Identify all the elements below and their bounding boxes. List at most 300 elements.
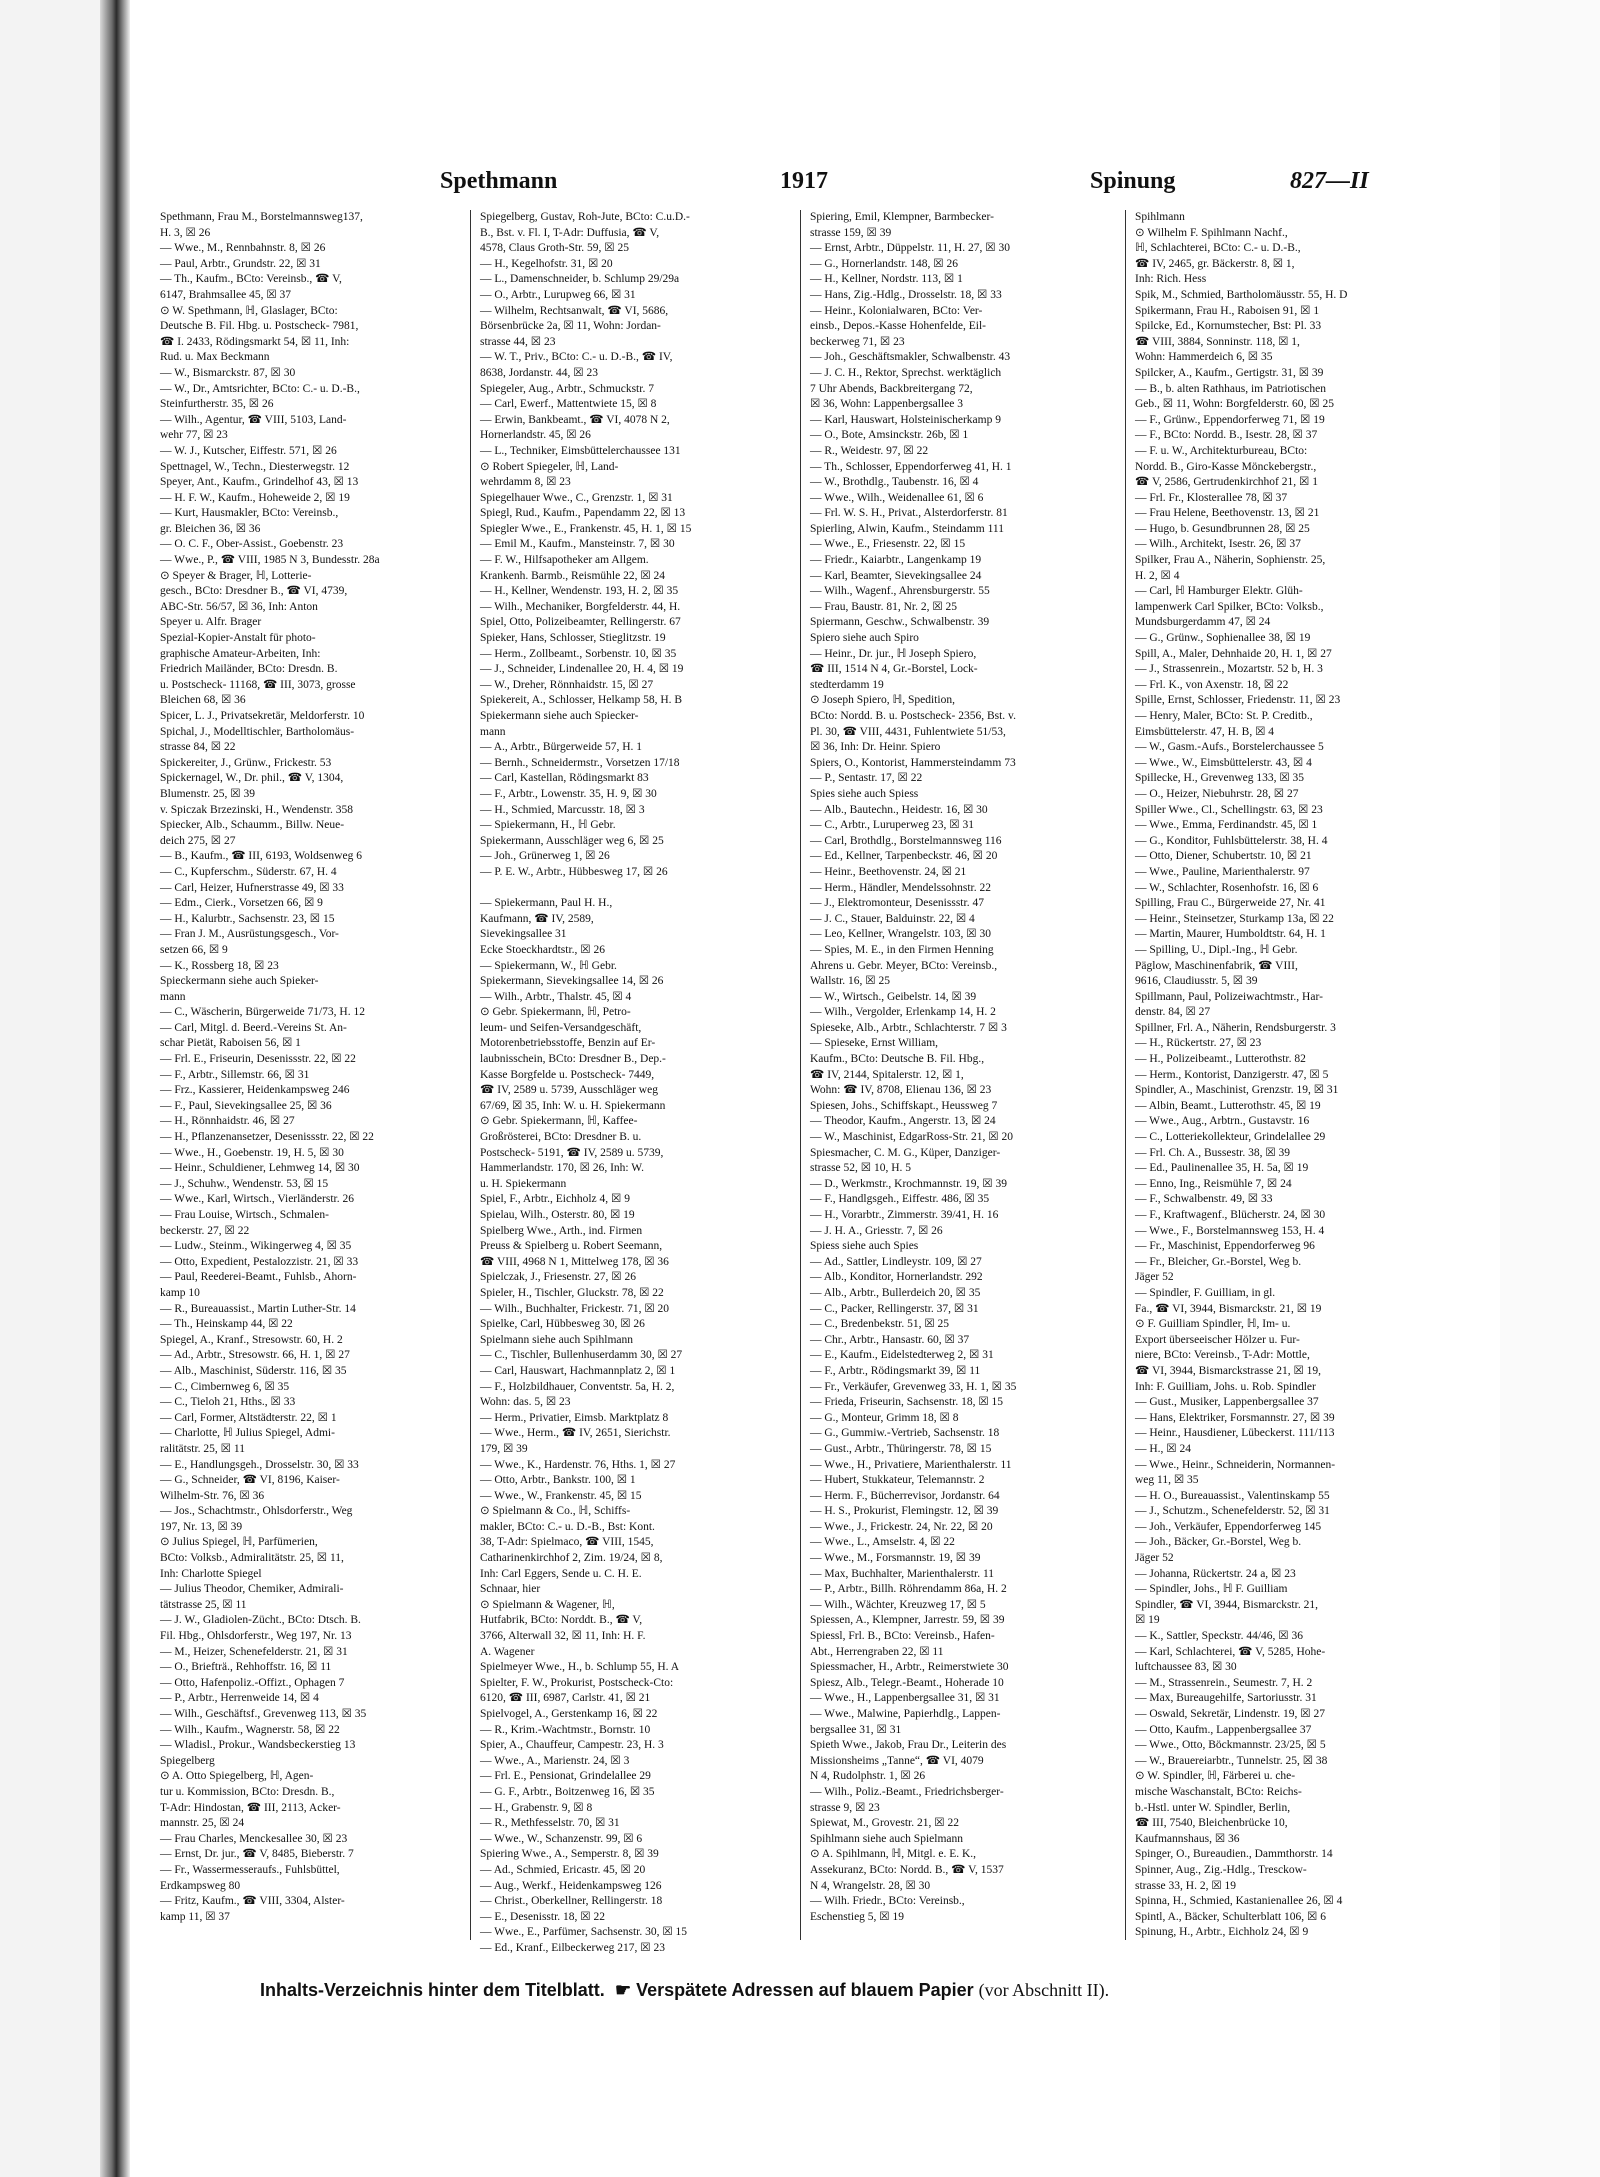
- directory-entry-line: Spielmann siehe auch Spihlmann: [480, 1333, 633, 1346]
- column-3: [810, 210, 1110, 1940]
- directory-entry-line: Spinner, Aug., Zig.-Hdlg., Tresckow-: [1135, 1863, 1307, 1876]
- page-number: 827—II: [1290, 168, 1369, 194]
- directory-entry-line: — H., Schmied, Marcusstr. 18, ☒ 3: [480, 803, 645, 816]
- directory-entry-line: Spieler, H., Tischler, Gluckstr. 78, ☒ 22: [480, 1286, 664, 1299]
- directory-entry-line: — Wwe., Emma, Ferdinandstr. 45, ☒ 1: [1135, 819, 1318, 832]
- directory-entry-line: ☎ I. 2433, Rödingsmarkt 54, ☒ 11, Inh:: [160, 335, 350, 348]
- directory-entry-line: — G., Grünw., Sophienallee 38, ☒ 19: [1135, 632, 1311, 645]
- directory-entry-line: Spihlmann: [1135, 211, 1185, 223]
- directory-entry-line: — F., Paul, Sievekingsallee 25, ☒ 36: [160, 1099, 332, 1112]
- directory-entry-line: Spiesmacher, C. M. G., Küper, Danziger-: [810, 1146, 1001, 1159]
- directory-entry-line: gesch., BCto: Dresdner B., ☎ VI, 4739,: [160, 585, 348, 598]
- directory-entry-line: — W., Bismarckstr. 87, ☒ 30: [160, 366, 296, 379]
- directory-entry-line: ⊙ Speyer & Brager, ℍ, Lotterie-: [160, 569, 312, 582]
- directory-entry-line: laubnisschein, BCto: Dresdner B., Dep.-: [480, 1053, 666, 1066]
- directory-entry-line: — R., Krim.-Wachtmstr., Bornstr. 10: [480, 1723, 651, 1736]
- directory-entry-line: Spethmann, Frau M., Borstelmannsweg137,: [160, 211, 363, 223]
- directory-entry-line: ⊙ Gebr. Spiekermann, ℍ, Kaffee-: [480, 1115, 638, 1128]
- directory-entry-line: — Albin, Beamt., Lutterothstr. 45, ☒ 19: [1135, 1099, 1321, 1112]
- directory-entry-line: Krankenh. Barmb., Reismühle 22, ☒ 24: [480, 569, 666, 582]
- directory-entry-line: — Otto, Diener, Schubertstr. 10, ☒ 21: [1135, 850, 1312, 863]
- directory-entry-line: Blumenstr. 25, ☒ 39: [160, 787, 255, 800]
- directory-entry-line: — H., Pflanzenansetzer, Desenissstr. 22, ☒ 22: [160, 1131, 374, 1144]
- directory-entry-line: ⊙ A. Otto Spiegelberg, ℍ, Agen-: [160, 1770, 314, 1783]
- directory-entry-line: graphische Amateur-Arbeiten, Inh:: [160, 647, 321, 660]
- directory-entry-line: — Aug., Werkf., Heidenkampsweg 126: [480, 1879, 662, 1892]
- directory-entry-line: Sievekingsallee 31: [480, 928, 567, 941]
- directory-entry-line: Spihlmann siehe auch Spielmann: [810, 1832, 963, 1845]
- running-header: [160, 160, 1470, 200]
- directory-entry-line: ☎ VI, 3944, Bismarckstrasse 21, ☒ 19,: [1135, 1364, 1322, 1377]
- directory-entry-line: — Hans, Elektriker, Forsmannstr. 27, ☒ 39: [1135, 1411, 1335, 1424]
- directory-entry-line: — Otto, Hafenpoliz.-Offizt., Ophagen 7: [160, 1676, 345, 1689]
- directory-entry-line: — Wilh., Arbtr., Thalstr. 45, ☒ 4: [480, 990, 632, 1003]
- directory-entry-line: — Joh., Grünerweg 1, ☒ 26: [480, 850, 610, 863]
- directory-entry-line: — Karl, Schlachterei, ☎ V, 5285, Hohe-: [1135, 1645, 1326, 1658]
- column-4: [1135, 210, 1435, 1940]
- directory-entry-line: — O., Arbtr., Lurupweg 66, ☒ 31: [480, 288, 636, 301]
- directory-entry-line: — W., Schlachter, Rosenhofstr. 16, ☒ 6: [1135, 881, 1319, 894]
- directory-entry-line: niere, BCto: Vereinsb., T-Adr: Mottle,: [1135, 1349, 1310, 1362]
- directory-entry-line: Spiermann, Geschw., Schwalbenstr. 39: [810, 616, 990, 629]
- directory-entry-line: Spiessmacher, H., Arbtr., Reimerstwiete 30: [810, 1661, 1009, 1674]
- directory-entry-line: — G., Hornerlandstr. 148, ☒ 26: [810, 257, 958, 270]
- directory-entry-line: — Wwe., P., ☎ VIII, 1985 N 3, Bundesstr. 28a: [160, 554, 380, 567]
- directory-entry-line: — Wilh., Vergolder, Erlenkamp 14, H. 2: [810, 1006, 996, 1019]
- directory-entry-line: — P. E. W., Arbtr., Hübbesweg 17, ☒ 26: [480, 865, 668, 878]
- directory-entry-line: — Wwe., Malwine, Papierhdlg., Lappen-: [810, 1708, 1001, 1720]
- directory-entry-line: — Wilhelm, Rechtsanwalt, ☎ VI, 5686,: [480, 304, 669, 317]
- directory-entry-line: deich 275, ☒ 27: [160, 834, 236, 847]
- directory-entry-line: Wallstr. 16, ☒ 25: [810, 975, 890, 988]
- directory-entry-line: — E., Kaufm., Eidelstedterweg 2, ☒ 31: [810, 1349, 994, 1362]
- directory-entry-line: — R., Weidestr. 97, ☒ 22: [810, 444, 929, 457]
- directory-entry-line: Spiekereit, A., Schlosser, Helkamp 58, H. B: [480, 694, 683, 707]
- directory-entry-line: — R., Methfesselstr. 70, ☒ 31: [480, 1817, 620, 1830]
- directory-entry-line: — Ludw., Steinm., Wikingerweg 4, ☒ 35: [160, 1240, 352, 1253]
- directory-entry-line: — Wwe., J., Frickestr. 24, Nr. 22, ☒ 20: [810, 1520, 993, 1533]
- directory-entry-line: — G. F., Arbtr., Boitzenweg 16, ☒ 35: [480, 1785, 655, 1798]
- directory-entry-line: — Herm., Privatier, Eimsb. Marktplatz 8: [480, 1411, 669, 1424]
- directory-entry-line: — J., Elektromonteur, Desenissstr. 47: [810, 897, 984, 910]
- directory-entry-line: — C., Packer, Rellingerstr. 37, ☒ 31: [810, 1302, 979, 1315]
- directory-entry-line: Geb., ☒ 11, Wohn: Borgfelderstr. 60, ☒ 25: [1135, 398, 1334, 411]
- directory-entry-line: — Herm., Kontorist, Danzigerstr. 47, ☒ 5: [1135, 1068, 1329, 1081]
- directory-entry-line: — Joh., Verkäufer, Eppendorferweg 145: [1135, 1520, 1322, 1533]
- directory-entry-line: Assekuranz, BCto: Nordd. B., ☎ V, 1537: [810, 1863, 1004, 1876]
- directory-entry-line: Päglow, Maschinenfabrik, ☎ VIII,: [1135, 959, 1298, 972]
- directory-entry-line: Spiers, O., Kontorist, Hammersteindamm 73: [810, 756, 1016, 769]
- directory-entry-line: — Th., Schlosser, Eppendorferweg 41, H. 1: [810, 460, 1012, 473]
- directory-entry-line: — Ed., Kellner, Tarpenbeckstr. 46, ☒ 20: [810, 850, 998, 863]
- directory-entry-line: — Johanna, Rückertstr. 24 a, ☒ 23: [1135, 1567, 1296, 1580]
- directory-entry-line: — O., Briefträ., Rehhoffstr. 16, ☒ 11: [160, 1661, 332, 1674]
- directory-entry-line: — Gust., Musiker, Lappenbergsallee 37: [1135, 1396, 1319, 1409]
- directory-entry-line: mann: [160, 990, 186, 1003]
- directory-entry-line: — C., Arbtr., Luruperweg 23, ☒ 31: [810, 819, 974, 832]
- directory-entry-line: — J. W., Gladiolen-Zücht., BCto: Dtsch. B.: [160, 1614, 361, 1627]
- directory-entry-line: makler, BCto: C.- u. D.-B., Bst: Kont.: [480, 1520, 655, 1533]
- directory-entry-line: Spickereiter, J., Grünw., Frickestr. 53: [160, 756, 332, 769]
- directory-entry-line: — Paul, Reederei-Beamt., Fuhlsb., Ahorn-: [160, 1271, 357, 1284]
- directory-entry-line: — Carl, Heizer, Hufnerstrasse 49, ☒ 33: [160, 881, 344, 894]
- directory-entry-line: — Otto, Expedient, Pestalozzistr. 21, ☒ 33: [160, 1255, 359, 1268]
- directory-entry-line: — H., Rönnhaidstr. 46, ☒ 27: [160, 1115, 295, 1128]
- directory-entry-line: — Bernh., Schneidermstr., Vorsetzen 17/18: [480, 756, 680, 769]
- directory-entry-line: — Wwe., Herm., ☎ IV, 2651, Sierichstr.: [480, 1427, 671, 1440]
- directory-entry-line: — W. T., Priv., BCto: C.- u. D.-B., ☎ IV,: [480, 351, 673, 364]
- directory-entry-line: ☒ 36, Wohn: Lappenbergsallee 3: [810, 398, 963, 411]
- directory-entry-line: Spindler, A., Maschinist, Grenzstr. 19, ☒ 31: [1135, 1084, 1339, 1097]
- directory-entry-line: — Wwe., K., Hardenstr. 76, Hths. 1, ☒ 27: [480, 1458, 676, 1471]
- directory-entry-line: — Alb., Arbtr., Bullerdeich 20, ☒ 35: [810, 1286, 981, 1299]
- directory-entry-line: — Frieda, Friseurin, Sachsenstr. 18, ☒ 15: [810, 1396, 1004, 1409]
- directory-entry-line: Eschenstieg 5, ☒ 19: [810, 1910, 904, 1923]
- directory-entry-line: Spillecke, H., Grevenweg 133, ☒ 35: [1135, 772, 1305, 785]
- directory-entry-line: — J., Schneider, Lindenallee 20, H. 4, ☒ 19: [480, 663, 684, 676]
- directory-entry-line: Spiel, Otto, Polizeibeamter, Rellingerstr. 67: [480, 616, 681, 629]
- directory-entry-line: 9616, Claudiusstr. 5, ☒ 39: [1135, 975, 1258, 988]
- column-2: [480, 210, 780, 1954]
- directory-entry-line: leum- und Seifen-Versandgeschäft,: [480, 1021, 642, 1034]
- directory-entry-line: — Enno, Ing., Reismühle 7, ☒ 24: [1135, 1177, 1292, 1190]
- directory-entry-line: ⊙ F. Guilliam Spindler, ℍ, Im- u.: [1135, 1318, 1291, 1331]
- directory-entry-line: B., Bst. v. Fl. I, T-Adr: Duffusia, ☎ V,: [480, 226, 660, 239]
- directory-entry-line: — Spilling, U., Dipl.-Ing., ℍ Gebr.: [1135, 943, 1298, 956]
- directory-entry-line: Spill, A., Maler, Dehnhaide 20, H. 1, ☒ 27: [1135, 647, 1332, 660]
- directory-entry-line: — Ad., Sattler, Lindleystr. 109, ☒ 27: [810, 1255, 982, 1268]
- directory-entry-line: — Edm., Cierk., Vorsetzen 66, ☒ 9: [160, 897, 323, 910]
- directory-entry-line: Spiel, F., Arbtr., Eichholz 4, ☒ 9: [480, 1193, 630, 1206]
- directory-page: [160, 160, 1470, 2140]
- directory-entry-line: 6147, Brahmsallee 45, ☒ 37: [160, 288, 292, 301]
- directory-entry-line: Spillmann, Paul, Polizeiwachtmstr., Har-: [1135, 990, 1323, 1003]
- directory-entry-line: Motorenbetriebsstoffe, Benzin auf Er-: [480, 1037, 656, 1050]
- directory-entry-line: ☒ 19: [1135, 1614, 1160, 1627]
- directory-entry-line: ⊙ Joseph Spiero, ℍ, Spedition,: [810, 694, 955, 707]
- directory-entry-line: — Leo, Kellner, Wrangelstr. 103, ☒ 30: [810, 928, 991, 941]
- directory-entry-line: — Alb., Konditor, Hornerlandstr. 292: [810, 1271, 983, 1284]
- directory-entry-line: 179, ☒ 39: [480, 1442, 528, 1455]
- directory-entry-line: — Wilh., Architekt, Isestr. 26, ☒ 37: [1135, 538, 1301, 551]
- directory-entry-line: — D., Werkmstr., Krochmannstr. 19, ☒ 39: [810, 1177, 1007, 1190]
- directory-entry-line: — H., Kellner, Nordstr. 113, ☒ 1: [810, 273, 963, 286]
- directory-entry-line: ☒ 36, Inh: Dr. Heinr. Spiero: [810, 741, 941, 754]
- directory-entry-line: — Spindler, F. Guilliam, in gl.: [1135, 1286, 1276, 1299]
- entry-columns: [160, 210, 1470, 1954]
- footer-section-ref: (vor Abschnitt II).: [978, 1980, 1110, 2000]
- directory-entry-line: ☎ IV, 2589 u. 5739, Ausschläger weg: [480, 1084, 658, 1097]
- directory-entry-line: — M., Strassenrein., Seumestr. 7, H. 2: [1135, 1676, 1313, 1689]
- directory-entry-line: — Carl, Hauswart, Hachmannplatz 2, ☒ 1: [480, 1364, 676, 1377]
- directory-entry-line: — Wwe., M., Rennbahnstr. 8, ☒ 26: [160, 242, 326, 255]
- directory-entry-line: — K., Rossberg 18, ☒ 23: [160, 959, 279, 972]
- directory-entry-line: Spiessl, Frl. B., BCto: Vereinsb., Hafen-: [810, 1630, 995, 1643]
- directory-entry-line: — Wwe., L., Amselstr. 4, ☒ 22: [810, 1536, 955, 1549]
- directory-entry-line: Spielter, F. W., Prokurist, Postscheck-Cto:: [480, 1676, 674, 1689]
- directory-entry-line: — Spindler, Johs., ℍ F. Guilliam: [1135, 1583, 1288, 1596]
- directory-entry-line: — Alb., Bautechn., Heidestr. 16, ☒ 30: [810, 803, 988, 816]
- directory-entry-line: — Fr., Maschinist, Eppendorferweg 96: [1135, 1240, 1315, 1253]
- directory-entry-line: — M., Heizer, Schenefelderstr. 21, ☒ 31: [160, 1645, 348, 1658]
- directory-entry-line: Spielke, Carl, Hübbesweg 30, ☒ 26: [480, 1318, 645, 1331]
- directory-entry-line: — Hugo, b. Gesundbrunnen 28, ☒ 25: [1135, 522, 1310, 535]
- directory-entry-line: Spiller Wwe., Cl., Schellingstr. 63, ☒ 23: [1135, 803, 1323, 816]
- directory-entry-line: — Th., Kaufm., BCto: Vereinsb., ☎ V,: [160, 273, 342, 286]
- directory-entry-line: Fa., ☎ VI, 3944, Bismarckstr. 21, ☒ 19: [1135, 1302, 1322, 1315]
- directory-entry-line: H. 3, ☒ 26: [160, 226, 211, 239]
- directory-entry-line: ⊙ W. Spethmann, ℍ, Glaslager, BCto:: [160, 304, 338, 317]
- directory-entry-line: — E., Desenisstr. 18, ☒ 22: [480, 1910, 605, 1923]
- directory-entry-line: ⊙ Julius Spiegel, ℍ, Parfümerien,: [160, 1536, 318, 1549]
- directory-entry-line: Speyer, Ant., Kaufm., Grindelhof 43, ☒ 13: [160, 476, 359, 489]
- directory-entry-line: Bleichen 68, ☒ 36: [160, 694, 246, 707]
- directory-entry-line: — F., Arbtr., Rödingsmarkt 39, ☒ 11: [810, 1364, 981, 1377]
- directory-entry-line: ⊙ Robert Spiegeler, ℍ, Land-: [480, 460, 619, 473]
- directory-entry-line: Kaufmannshaus, ☒ 36: [1135, 1832, 1240, 1845]
- directory-entry-line: Missionsheims „Tanne“, ☎ VI, 4079: [810, 1754, 984, 1767]
- directory-entry-line: — Wwe., Karl, Wirtsch., Vierländerstr. 26: [160, 1193, 354, 1206]
- directory-entry-line: — Frau, Baustr. 81, Nr. 2, ☒ 25: [810, 600, 958, 613]
- directory-entry-line: einsb., Depos.-Kasse Hohenfelde, Eil-: [810, 320, 986, 333]
- directory-entry-line: — Heinr., Schuldiener, Lehmweg 14, ☒ 30: [160, 1162, 360, 1175]
- directory-entry-line: ABC-Str. 56/57, ☒ 36, Inh: Anton: [160, 600, 318, 613]
- directory-entry-line: — Frz., Kassierer, Heidenkampsweg 246: [160, 1084, 350, 1097]
- directory-entry-line: — Fritz, Kaufm., ☎ VIII, 3304, Alster-: [160, 1895, 345, 1908]
- directory-entry-line: — Joh., Bäcker, Gr.-Borstel, Weg b.: [1135, 1536, 1302, 1549]
- directory-entry-line: — Frl. Fr., Klosterallee 78, ☒ 37: [1135, 491, 1288, 504]
- directory-entry-line: 8638, Jordanstr. 44, ☒ 23: [480, 366, 598, 379]
- directory-entry-line: Spiessen, A., Klempner, Jarrestr. 59, ☒ 39: [810, 1614, 1005, 1627]
- directory-entry-line: beckerweg 71, ☒ 23: [810, 335, 905, 348]
- directory-entry-line: — Wilh., Poliz.-Beamt., Friedrichsberger-: [810, 1785, 1004, 1798]
- directory-entry-line: — Wladisl., Prokur., Wandsbeckerstieg 13: [160, 1739, 356, 1752]
- directory-entry-line: Großrösterei, BCto: Dresdner B. u.: [480, 1131, 642, 1144]
- directory-entry-line: — H., Vorarbtr., Zimmerstr. 39/41, H. 16: [810, 1209, 999, 1221]
- directory-entry-line: ℍ, Schlachterei, BCto: C.- u. D.-B.,: [1135, 242, 1301, 255]
- directory-entry-line: Deutsche B. Fil. Hbg. u. Postscheck- 7981,: [160, 320, 359, 333]
- header-year: 1917: [780, 168, 828, 194]
- directory-entry-line: — J. H. A., Griesstr. 7, ☒ 26: [810, 1224, 943, 1237]
- directory-entry-line: — Jos., Schachtmstr., Ohlsdorferstr., Weg: [160, 1505, 353, 1518]
- directory-entry-line: Schnaar, hier: [480, 1583, 541, 1596]
- directory-entry-line: — Heinr., Steinsetzer, Sturkamp 13a, ☒ 22: [1135, 912, 1334, 925]
- directory-entry-line: Nordd. B., Giro-Kasse Mönckebergstr.,: [1135, 460, 1317, 473]
- directory-entry-line: — Fr., Verkäufer, Grevenweg 33, H. 1, ☒ 35: [810, 1380, 1017, 1393]
- directory-entry-line: T-Adr: Hindostan, ☎ III, 2113, Acker-: [160, 1801, 341, 1814]
- directory-entry-line: Hornerlandstr. 45, ☒ 26: [480, 429, 591, 442]
- directory-entry-line: — Ad., Schmied, Ericastr. 45, ☒ 20: [480, 1863, 646, 1876]
- directory-entry-line: — Ernst, Dr. jur., ☎ V, 8485, Bieberstr. 7: [160, 1848, 354, 1861]
- directory-entry-line: — Frl. E., Pensionat, Grindelallee 29: [480, 1770, 651, 1783]
- directory-entry-line: Spille, Ernst, Schlosser, Friedenstr. 11, ☒ 23: [1135, 694, 1341, 707]
- directory-entry-line: beckerstr. 27, ☒ 22: [160, 1224, 250, 1237]
- directory-entry-line: — Herm., Händler, Mendelssohnstr. 22: [810, 881, 991, 894]
- directory-entry-line: — Max, Bureaugehilfe, Sartoriusstr. 31: [1135, 1692, 1317, 1705]
- directory-entry-line: Eimsbüttelerstr. 47, H. B, ☒ 4: [1135, 725, 1275, 738]
- directory-entry-line: ☎ V, 2586, Gertrudenkirchhof 21, ☒ 1: [1135, 476, 1318, 489]
- directory-entry-line: Spillner, Frl. A., Näherin, Rendsburgerstr. 3: [1135, 1021, 1336, 1034]
- directory-entry-line: — H. F. W., Kaufm., Hoheweide 2, ☒ 19: [160, 491, 350, 504]
- directory-entry-line: v. Spiczak Brzezinski, H., Wendenstr. 358: [160, 803, 353, 816]
- directory-entry-line: ☎ VIII, 4968 N 1, Mittelweg 178, ☒ 36: [480, 1255, 669, 1268]
- directory-entry-line: — W., Dreher, Rönnhaidstr. 15, ☒ 27: [480, 678, 654, 691]
- directory-entry-line: Spiewat, M., Grovestr. 21, ☒ 22: [810, 1817, 959, 1830]
- directory-entry-line: — Herm., Zollbeamt., Sorbenstr. 10, ☒ 35: [480, 647, 677, 660]
- directory-entry-line: Mundsburgerdamm 47, ☒ 24: [1135, 616, 1271, 629]
- directory-entry-line: Wohn: ☎ IV, 8708, Elienau 136, ☒ 23: [810, 1084, 992, 1097]
- directory-entry-line: A. Wagener: [480, 1645, 535, 1658]
- directory-entry-line: — Wwe., Otto, Böckmannstr. 23/25, ☒ 5: [1135, 1739, 1326, 1752]
- directory-entry-line: — C., Kupferschm., Süderstr. 67, H. 4: [160, 865, 337, 878]
- directory-entry-line: — G., Konditor, Fuhlsbüttelerstr. 38, H. 4: [1135, 834, 1328, 847]
- directory-entry-line: — Wwe., F., Borstelmannsweg 153, H. 4: [1135, 1224, 1325, 1237]
- directory-entry-line: Spieckermann siehe auch Spieker-: [160, 975, 319, 988]
- directory-entry-line: — Spieseke, Ernst William,: [810, 1037, 939, 1050]
- directory-entry-line: — J. C. H., Rektor, Sprechst. werktäglich: [810, 366, 1002, 379]
- directory-entry-line: stedterdamm 19: [810, 678, 884, 691]
- directory-entry-line: — H., Kellner, Wendenstr. 193, H. 2, ☒ 35: [480, 585, 679, 598]
- directory-entry-line: Preuss & Spielberg u. Robert Seemann,: [480, 1240, 663, 1253]
- directory-entry-line: Wohn: das. 5, ☒ 23: [480, 1396, 571, 1409]
- directory-entry-line: Spickernagel, W., Dr. phil., ☎ V, 1304,: [160, 772, 344, 785]
- header-first-name: Spethmann: [440, 168, 558, 194]
- directory-entry-line: — Max, Buchhalter, Marienthalerstr. 11: [810, 1567, 995, 1580]
- directory-entry-line: — Herm. F., Bücherrevisor, Jordanstr. 64: [810, 1489, 1000, 1502]
- directory-entry-line: — W., Dr., Amtsrichter, BCto: C.- u. D.-B.,: [160, 382, 360, 395]
- directory-entry-line: BCto: Volksb., Admiralitätstr. 25, ☒ 11,: [160, 1552, 344, 1565]
- directory-entry-line: — C., Bredenbekstr. 51, ☒ 25: [810, 1318, 950, 1331]
- directory-entry-line: Spilker, Frau A., Näherin, Sophienstr. 25,: [1135, 554, 1326, 567]
- directory-entry-line: 197, Nr. 13, ☒ 39: [160, 1520, 243, 1533]
- directory-entry-line: — F., Kraftwagenf., Blücherstr. 24, ☒ 30: [1135, 1209, 1326, 1221]
- directory-entry-line: Kaufm., BCto: Deutsche B. Fil. Hbg.,: [810, 1053, 985, 1066]
- directory-entry-line: — G., Schneider, ☎ VI, 8196, Kaiser-: [160, 1474, 340, 1487]
- directory-entry-line: — Theodor, Kaufm., Angerstr. 13, ☒ 24: [810, 1115, 996, 1128]
- directory-entry-line: — Wwe., E., Parfümer, Sachsenstr. 30, ☒ 15: [480, 1926, 688, 1939]
- directory-entry-line: Abt., Herrengraben 22, ☒ 11: [810, 1645, 944, 1658]
- directory-entry-line: Rud. u. Max Beckmann: [160, 351, 270, 364]
- directory-entry-line: ⊙ Spielmann & Co., ℍ, Schiffs-: [480, 1505, 631, 1518]
- directory-entry-line: N 4, Wrangelstr. 28, ☒ 30: [810, 1879, 931, 1892]
- directory-entry-line: Wohn: Hammerdeich 6, ☒ 35: [1135, 351, 1273, 364]
- directory-entry-line: — O. C. F., Ober-Assist., Goebenstr. 23: [160, 538, 344, 551]
- directory-entry-line: — H., Grabenstr. 9, ☒ 8: [480, 1801, 593, 1814]
- left-page-edge: [0, 0, 115, 2177]
- directory-entry-line: — F., Arbtr., Sillemstr. 66, ☒ 31: [160, 1068, 310, 1081]
- directory-entry-line: Spiero siehe auch Spiro: [810, 632, 919, 645]
- directory-entry-line: Spierling, Alwin, Kaufm., Steindamm 111: [810, 522, 1004, 535]
- directory-entry-line: [480, 881, 780, 897]
- directory-entry-line: — P., Arbtr., Billh. Röhrendamm 86a, H. 2: [810, 1583, 1007, 1596]
- directory-entry-line: — P., Sentastr. 17, ☒ 22: [810, 772, 923, 785]
- directory-entry-line: Spinger, O., Bureaudien., Dammthorstr. 14: [1135, 1848, 1333, 1861]
- directory-entry-line: Spiegler Wwe., E., Frankenstr. 45, H. 1, ☒ 15: [480, 522, 692, 535]
- directory-entry-line: ☎ III, 1514 N 4, Gr.-Borstel, Lock-: [810, 663, 978, 676]
- directory-entry-line: — H. O., Bureauassist., Valentinskamp 55: [1135, 1489, 1330, 1502]
- directory-entry-line: Börsenbrücke 2a, ☒ 11, Wohn: Jordan-: [480, 320, 661, 333]
- directory-entry-line: — Hubert, Stukkateur, Telemannstr. 2: [810, 1474, 985, 1487]
- directory-entry-line: — Carl, ℍ Hamburger Elektr. Glüh-: [1135, 585, 1303, 598]
- directory-entry-line: Spiecker, Alb., Schaumm., Billw. Neue-: [160, 819, 345, 832]
- directory-entry-line: — Frl. K., von Axenstr. 18, ☒ 22: [1135, 678, 1289, 691]
- directory-entry-line: ⊙ Gebr. Spiekermann, ℍ, Petro-: [480, 1006, 631, 1019]
- directory-entry-line: — F., Schwalbenstr. 49, ☒ 33: [1135, 1193, 1273, 1206]
- directory-entry-line: — F. u. W., Architekturbureau, BCto:: [1135, 444, 1308, 457]
- directory-entry-line: bergsallee 31, ☒ 31: [810, 1723, 902, 1736]
- directory-entry-line: strasse 44, ☒ 23: [480, 335, 556, 348]
- directory-entry-line: — Frl. Ch. A., Bussestr. 38, ☒ 39: [1135, 1146, 1291, 1159]
- directory-entry-line: Spettnagel, W., Techn., Diesterwegstr. 12: [160, 460, 350, 473]
- directory-entry-line: — H., Polizeibeamt., Lutterothstr. 82: [1135, 1053, 1306, 1066]
- directory-entry-line: — Wilh., Geschäftsf., Grevenweg 113, ☒ 35: [160, 1708, 367, 1720]
- directory-entry-line: — F., Grünw., Eppendorferweg 71, ☒ 19: [1135, 413, 1325, 426]
- directory-entry-line: Inh: Rich. Hess: [1135, 273, 1207, 286]
- directory-entry-line: Spintl, A., Bäcker, Schulterblatt 106, ☒ 6: [1135, 1910, 1326, 1923]
- directory-entry-line: Pl. 30, ☎ VIII, 4431, Fuhlentwiete 51/53,: [810, 725, 1006, 738]
- directory-entry-line: Postscheck- 5191, ☎ IV, 2589 u. 5739,: [480, 1146, 664, 1159]
- directory-entry-line: — Frau Helene, Beethovenstr. 13, ☒ 21: [1135, 507, 1320, 520]
- directory-entry-line: — H., Kegelhofstr. 31, ☒ 20: [480, 257, 613, 270]
- directory-entry-line: — Ed., Paulinenallee 35, H. 5a, ☒ 19: [1135, 1162, 1309, 1175]
- directory-entry-line: Jäger 52: [1135, 1271, 1174, 1284]
- directory-entry-line: — Erwin, Bankbeamt., ☎ VI, 4078 N 2,: [480, 413, 670, 426]
- directory-entry-line: b.-Hstl. unter W. Spindler, Berlin,: [1135, 1801, 1291, 1814]
- directory-entry-line: — Carl, Former, Altstädterstr. 22, ☒ 1: [160, 1411, 337, 1424]
- directory-entry-line: — Wilh., Kaufm., Wagnerstr. 58, ☒ 22: [160, 1723, 340, 1736]
- directory-entry-line: — Karl, Hauswart, Holsteinischerkamp 9: [810, 413, 1001, 426]
- directory-entry-line: Inh: F. Guilliam, Johs. u. Rob. Spindler: [1135, 1380, 1316, 1393]
- directory-entry-line: — G., Monteur, Grimm 18, ☒ 8: [810, 1411, 959, 1424]
- directory-entry-line: — F., Arbtr., Lowenstr. 35, H. 9, ☒ 30: [480, 787, 657, 800]
- directory-entry-line: Speyer u. Alfr. Brager: [160, 616, 262, 629]
- directory-entry-line: — L., Damenschneider, b. Schlump 29/29a: [480, 273, 680, 286]
- directory-entry-line: ☎ VIII, 3884, Sonninstr. 118, ☒ 1,: [1135, 335, 1300, 348]
- directory-entry-line: Spiegelberg: [160, 1754, 215, 1767]
- directory-entry-line: — Spiekermann, W., ℍ Gebr.: [480, 959, 617, 972]
- directory-entry-line: Spinung, H., Arbtr., Eichholz 24, ☒ 9: [1135, 1926, 1309, 1939]
- directory-entry-line: Spinna, H., Schmied, Kastanienallee 26, ☒ 4: [1135, 1895, 1343, 1908]
- directory-entry-line: weg 11, ☒ 35: [1135, 1474, 1199, 1487]
- directory-entry-line: ☎ IV, 2144, Spitalerstr. 12, ☒ 1,: [810, 1068, 964, 1081]
- directory-entry-line: denstr. 84, ☒ 27: [1135, 1006, 1211, 1019]
- directory-entry-line: Spiesz, Alb., Telegr.-Beamt., Hoherade 10: [810, 1676, 1004, 1689]
- directory-entry-line: — Ernst, Arbtr., Düppelstr. 11, H. 27, ☒ 30: [810, 242, 1010, 255]
- header-last-name: Spinung: [1090, 168, 1176, 194]
- directory-entry-line: — J., Strassenrein., Mozartstr. 52 b, H. 3: [1135, 663, 1323, 676]
- directory-entry-line: — Chr., Arbtr., Hansastr. 60, ☒ 37: [810, 1333, 970, 1346]
- directory-entry-line: BCto: Nordd. B. u. Postscheck- 2356, Bst. v.: [810, 710, 1016, 722]
- directory-entry-line: Friedrich Mailänder, BCto: Dresdn. B.: [160, 663, 338, 676]
- directory-entry-line: — Wilh., Wächter, Kreuzweg 17, ☒ 5: [810, 1598, 986, 1611]
- directory-entry-line: — Heinr., Hausdiener, Lübeckerst. 111/113: [1135, 1427, 1335, 1440]
- directory-entry-line: Hammerlandstr. 170, ☒ 26, Inh: W.: [480, 1162, 644, 1175]
- directory-entry-line: Spiering Wwe., A., Semperstr. 8, ☒ 39: [480, 1848, 659, 1861]
- directory-entry-line: mische Waschanstalt, BCto: Reichs-: [1135, 1785, 1302, 1798]
- directory-entry-line: Spilcke, Ed., Kornumstecher, Bst: Pl. 33: [1135, 320, 1322, 333]
- directory-entry-line: — F. W., Hilfsapotheker am Allgem.: [480, 554, 649, 567]
- directory-entry-line: — Otto, Kaufm., Lappenbergsallee 37: [1135, 1723, 1312, 1736]
- directory-entry-line: — Heinr., Dr. jur., ℍ Joseph Spiero,: [810, 647, 977, 660]
- directory-entry-line: — Julius Theodor, Chemiker, Admirali-: [160, 1583, 344, 1596]
- directory-entry-line: Fil. Hbg., Ohlsdorferstr., Weg 197, Nr. 13: [160, 1630, 352, 1643]
- directory-entry-line: ⊙ Wilhelm F. Spihlmann Nachf.,: [1135, 226, 1288, 239]
- directory-entry-line: — Carl, Mitgl. d. Beerd.-Vereins St. An-: [160, 1021, 347, 1034]
- directory-entry-line: Spielvogel, A., Gerstenkamp 16, ☒ 22: [480, 1708, 658, 1720]
- directory-entry-line: — Wwe., W., Schanzenstr. 99, ☒ 6: [480, 1832, 643, 1845]
- directory-entry-line: — Spiekermann, Paul H. H.,: [480, 897, 613, 910]
- directory-entry-line: Spilling, Frau C., Bürgerweide 27, Nr. 41: [1135, 897, 1326, 910]
